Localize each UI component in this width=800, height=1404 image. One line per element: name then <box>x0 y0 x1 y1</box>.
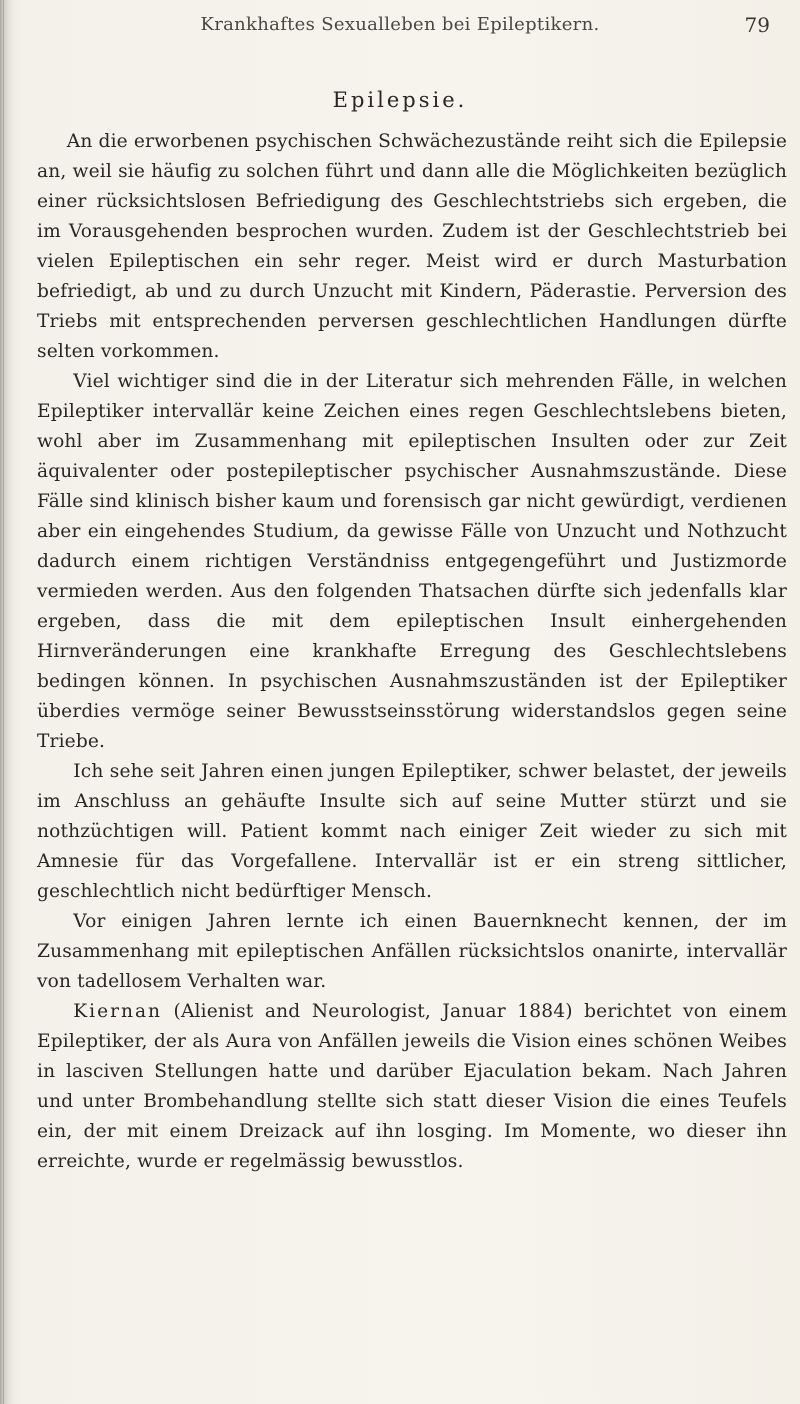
paragraph-literature-cases: Viel wichtiger sind die in der Literatur sich mehrenden Fälle, in welchen Epileptiker intervallär keine Zeichen eines regen Geschlechtslebens bieten, wohl aber im Zusammenhang mit epileptischen Insulten oder zur Zeit äquivalenter oder postepileptischer psychischer Ausnahmszustände. Diese Fälle sind klinisch bisher kaum und forensisch gar nicht gewürdigt, verdienen aber ein eingehendes Studium, da gewisse Fälle von Unzucht und Nothzucht dadurch einem richtigen Verständniss entgegengeführt und Justizmorde vermieden werden. Aus den folgenden Thatsachen dürfte sich jedenfalls klar ergeben, dass die mit dem epileptischen Insult einhergehenden Hirnveränderungen eine krankhafte Erregung des Geschlechtslebens bedingen können. In psychischen Ausnahmszuständen ist der Epileptiker überdies vermöge seiner Bewusstseinsstörung widerstandslos gegen seine Triebe. <box>37 371 787 752</box>
book-spine-edge <box>0 0 14 1404</box>
cited-author: Kiernan <box>73 1001 163 1022</box>
body-text <box>37 127 787 1177</box>
paragraph-intro: An die erworbenen psychischen Schwächezustände reiht sich die Epilepsie an, weil sie häufig zu solchen führt und dann alle die Möglichkeiten bezüglich einer rücksichtslosen Befriedigung des Geschlechtstriebs sich ergeben, die im Vorausgehenden besprochen wurden. Zudem ist der Geschlechtstrieb bei vielen Epileptischen ein sehr reger. Meist wird er durch Masturbation befriedigt, ab und zu durch Unzucht mit Kindern, Päderastie. Perversion des Triebs mit entsprechenden perversen geschlechtlichen Handlungen dürfte selten vorkommen. <box>37 131 787 362</box>
paragraph-young-epileptic-case: Ich sehe seit Jahren einen jungen Epileptiker, schwer belastet, der jeweils im Anschluss an gehäufte Insulte sich auf seine Mutter stürzt und sie nothzüchtigen will. Patient kommt nach einiger Zeit wieder zu sich mit Amnesie für das Vorgefallene. Intervallär ist er ein streng sittlicher, geschlechtlich nicht bedürftiger Mensch. <box>37 761 787 902</box>
running-head <box>0 14 800 44</box>
paragraph-farmhand-case: Vor einigen Jahren lernte ich einen Bauernknecht kennen, der im Zusammenhang mit epileptischen Anfällen rücksichtslos onanirte, intervallär von tadellosem Verhalten war. <box>37 911 787 992</box>
running-head-title: Krankhaftes Sexualleben bei Epileptikern. <box>200 14 600 35</box>
section-heading: Epilepsie. <box>332 88 468 112</box>
paragraph-kiernan-report <box>37 997 787 1177</box>
kiernan-report-text: (Alienist and Neurologist, Januar 1884) berichtet von einem Epileptiker, der als Aura von Anfällen jeweils die Vision eines schönen Weibes in lasciven Stellungen hatte und darüber Ejaculation bekam. Nach Jahren und unter Brombehandlung stellte sich statt dieser Vision die eines Teufels ein, der mit einem Dreizack auf ihn losging. Im Momente, wo dieser ihn erreichte, wurde er regelmässig bewusstlos. <box>37 1001 787 1172</box>
page-number: 79 <box>744 13 770 37</box>
